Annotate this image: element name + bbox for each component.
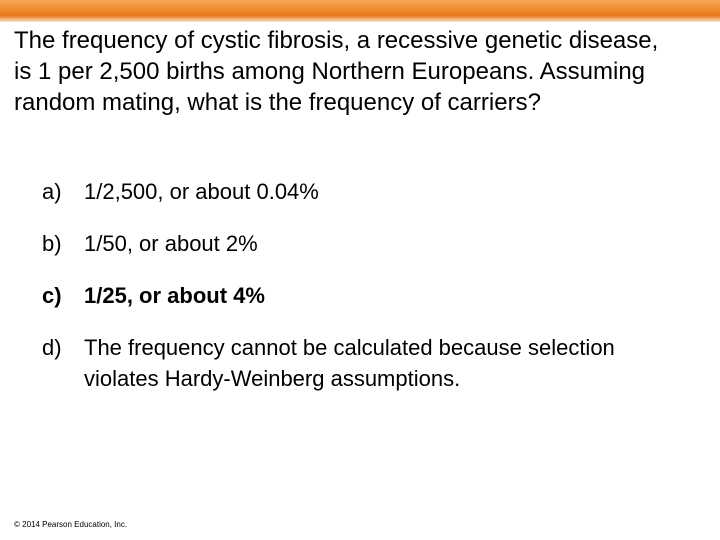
option-marker: a) <box>42 179 62 204</box>
option-b <box>42 228 682 259</box>
option-marker: d) <box>42 335 62 360</box>
top-accent-bar <box>0 0 720 22</box>
option-marker: c) <box>42 283 62 308</box>
option-text: 1/2,500, or about 0.04% <box>84 179 319 204</box>
copyright-footer: © 2014 Pearson Education, Inc. <box>14 520 128 529</box>
option-d <box>42 332 682 394</box>
option-c <box>42 280 682 311</box>
option-marker: b) <box>42 231 62 256</box>
option-text: The frequency cannot be calculated because selection violates Hardy-Weinberg assumptions. <box>84 335 615 391</box>
answer-options <box>42 176 682 415</box>
option-a <box>42 176 682 207</box>
option-text: 1/50, or about 2% <box>84 231 258 256</box>
question-text: The frequency of cystic fibrosis, a recessive genetic disease, is 1 per 2,500 births among Northern Europeans. Assuming random mating, what is the frequency of carriers? <box>14 27 659 116</box>
option-text: 1/25, or about 4% <box>84 283 265 308</box>
